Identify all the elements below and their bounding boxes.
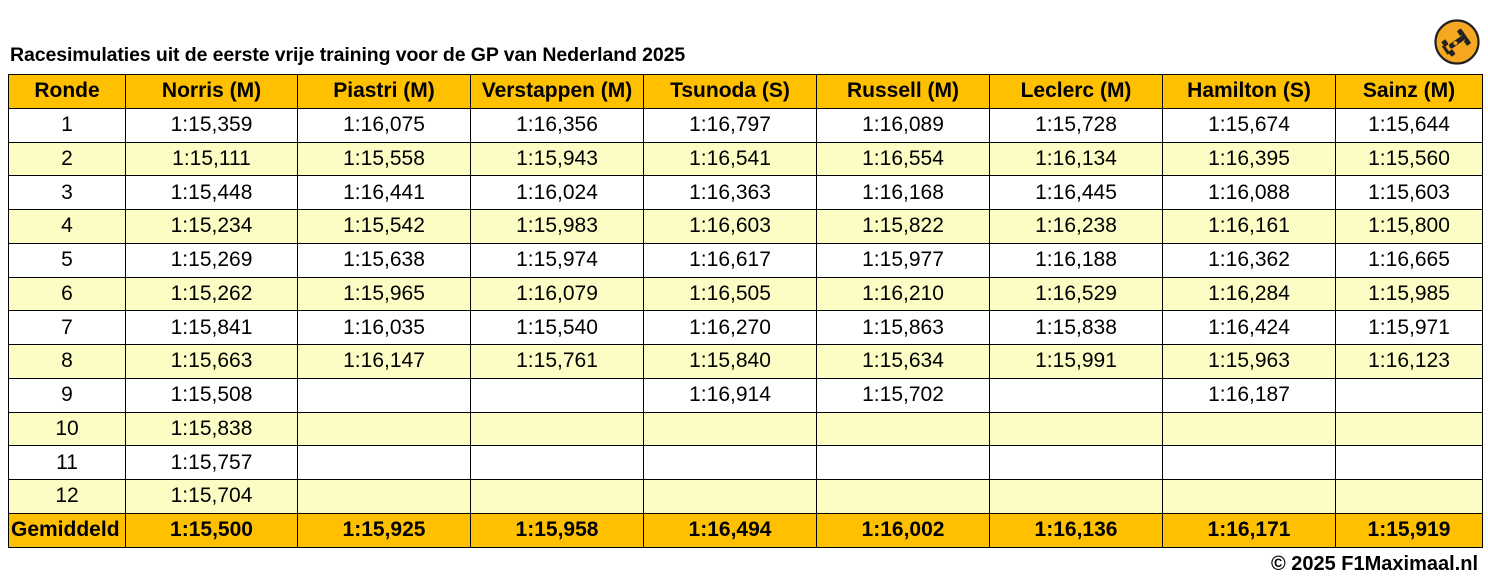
header-row [9, 75, 1483, 109]
lap-time-cell [298, 446, 471, 480]
lap-time-cell: 1:16,395 [1163, 142, 1336, 176]
lap-time-cell: 1:16,147 [298, 345, 471, 379]
header-cell-driver: Piastri (M) [298, 75, 471, 109]
lap-time-cell [298, 412, 471, 446]
lap-time-cell [1163, 480, 1336, 514]
lap-time-cell: 1:15,634 [817, 345, 990, 379]
lap-time-cell [471, 480, 644, 514]
lap-time-cell: 1:15,234 [126, 210, 298, 244]
average-cell: 1:16,171 [1163, 513, 1336, 547]
lap-time-cell: 1:15,800 [1336, 210, 1483, 244]
average-cell: 1:15,919 [1336, 513, 1483, 547]
round-cell: 10 [9, 412, 126, 446]
lap-time-cell [1336, 412, 1483, 446]
lap-time-cell: 1:16,024 [471, 176, 644, 210]
lap-time-cell: 1:16,424 [1163, 311, 1336, 345]
lap-time-cell: 1:15,965 [298, 277, 471, 311]
lap-time-cell: 1:16,088 [1163, 176, 1336, 210]
lap-time-cell: 1:16,541 [644, 142, 817, 176]
table-row [9, 311, 1483, 345]
lap-time-cell: 1:16,362 [1163, 243, 1336, 277]
lap-time-cell: 1:15,822 [817, 210, 990, 244]
lap-time-cell: 1:16,089 [817, 108, 990, 142]
lap-time-cell [990, 480, 1163, 514]
lap-time-cell: 1:16,168 [817, 176, 990, 210]
lap-time-cell: 1:15,838 [990, 311, 1163, 345]
round-cell: 8 [9, 345, 126, 379]
round-cell: 3 [9, 176, 126, 210]
average-cell: 1:16,136 [990, 513, 1163, 547]
table-row [9, 210, 1483, 244]
lap-time-cell: 1:16,161 [1163, 210, 1336, 244]
lap-time-cell: 1:15,977 [817, 243, 990, 277]
round-cell: 5 [9, 243, 126, 277]
lap-time-cell: 1:15,262 [126, 277, 298, 311]
lap-time-cell: 1:15,448 [126, 176, 298, 210]
lap-time-cell: 1:16,134 [990, 142, 1163, 176]
lap-time-cell: 1:16,123 [1336, 345, 1483, 379]
header-cell-driver: Verstappen (M) [471, 75, 644, 109]
lap-time-cell [644, 480, 817, 514]
header-cell-driver: Tsunoda (S) [644, 75, 817, 109]
lap-time-cell: 1:15,704 [126, 480, 298, 514]
average-cell: 1:16,494 [644, 513, 817, 547]
copyright-notice: © 2025 F1Maximaal.nl [1270, 553, 1478, 575]
lap-time-cell: 1:16,603 [644, 210, 817, 244]
average-row [9, 513, 1483, 547]
lap-time-cell [298, 480, 471, 514]
lap-time-cell: 1:16,356 [471, 108, 644, 142]
lap-time-cell: 1:16,284 [1163, 277, 1336, 311]
round-cell: 6 [9, 277, 126, 311]
lap-time-cell: 1:15,943 [471, 142, 644, 176]
table-row [9, 446, 1483, 480]
table-row [9, 243, 1483, 277]
lap-time-cell [1163, 446, 1336, 480]
header-cell-driver: Norris (M) [126, 75, 298, 109]
lap-time-cell: 1:15,985 [1336, 277, 1483, 311]
lap-time-cell: 1:16,210 [817, 277, 990, 311]
lap-time-cell [1163, 412, 1336, 446]
header-cell-driver: Sainz (M) [1336, 75, 1483, 109]
average-cell: 1:16,002 [817, 513, 990, 547]
lap-time-cell: 1:15,863 [817, 311, 990, 345]
header-cell-driver: Hamilton (S) [1163, 75, 1336, 109]
lap-time-cell [990, 446, 1163, 480]
lap-time-cell: 1:15,663 [126, 345, 298, 379]
lap-time-cell: 1:16,270 [644, 311, 817, 345]
lap-time-cell: 1:15,761 [471, 345, 644, 379]
round-cell: 12 [9, 480, 126, 514]
round-cell: 4 [9, 210, 126, 244]
lap-time-cell [990, 412, 1163, 446]
table-row [9, 345, 1483, 379]
lap-time-cell: 1:16,363 [644, 176, 817, 210]
lap-time-cell: 1:15,269 [126, 243, 298, 277]
lap-time-cell: 1:16,665 [1336, 243, 1483, 277]
table-footer [9, 513, 1483, 547]
lap-time-cell: 1:15,674 [1163, 108, 1336, 142]
lap-time-cell: 1:16,075 [298, 108, 471, 142]
table-row [9, 142, 1483, 176]
chart-title: Racesimulaties uit de eerste vrije training voor de GP van Nederland 2025 [10, 44, 686, 66]
lap-time-cell [817, 446, 990, 480]
lap-time-cell [1336, 446, 1483, 480]
table-row [9, 412, 1483, 446]
f1-car-icon [1434, 19, 1480, 65]
lap-time-cell: 1:15,838 [126, 412, 298, 446]
lap-time-cell: 1:16,188 [990, 243, 1163, 277]
lap-time-cell [471, 378, 644, 412]
round-cell: 9 [9, 378, 126, 412]
header-cell-driver: Leclerc (M) [990, 75, 1163, 109]
lap-time-cell: 1:15,971 [1336, 311, 1483, 345]
lap-time-cell: 1:16,797 [644, 108, 817, 142]
lap-time-cell: 1:15,508 [126, 378, 298, 412]
lap-time-cell: 1:15,540 [471, 311, 644, 345]
lap-time-cell: 1:15,638 [298, 243, 471, 277]
lap-time-cell: 1:15,542 [298, 210, 471, 244]
table-header [9, 75, 1483, 109]
lap-time-cell: 1:15,757 [126, 446, 298, 480]
lap-time-cell: 1:15,111 [126, 142, 298, 176]
lap-time-cell: 1:16,445 [990, 176, 1163, 210]
average-cell: 1:15,925 [298, 513, 471, 547]
lap-time-cell: 1:15,702 [817, 378, 990, 412]
lap-time-cell: 1:16,441 [298, 176, 471, 210]
lap-time-cell: 1:15,644 [1336, 108, 1483, 142]
lap-time-cell [644, 412, 817, 446]
lap-time-cell: 1:15,974 [471, 243, 644, 277]
lap-time-cell [644, 446, 817, 480]
lap-time-cell: 1:15,603 [1336, 176, 1483, 210]
lap-time-cell: 1:15,991 [990, 345, 1163, 379]
lap-time-cell [471, 446, 644, 480]
lap-time-cell: 1:16,914 [644, 378, 817, 412]
average-cell: 1:15,500 [126, 513, 298, 547]
lap-time-cell: 1:16,187 [1163, 378, 1336, 412]
lap-time-cell [1336, 378, 1483, 412]
lap-time-cell: 1:15,558 [298, 142, 471, 176]
lap-time-cell: 1:15,728 [990, 108, 1163, 142]
lap-time-cell: 1:16,554 [817, 142, 990, 176]
round-cell: 2 [9, 142, 126, 176]
lap-time-cell: 1:16,505 [644, 277, 817, 311]
lap-time-cell: 1:15,983 [471, 210, 644, 244]
table-row [9, 480, 1483, 514]
lap-time-cell: 1:15,359 [126, 108, 298, 142]
lap-time-cell: 1:16,529 [990, 277, 1163, 311]
lap-time-cell: 1:16,238 [990, 210, 1163, 244]
lap-time-cell: 1:15,840 [644, 345, 817, 379]
lap-time-cell [817, 480, 990, 514]
lap-time-cell: 1:16,617 [644, 243, 817, 277]
lap-time-cell [990, 378, 1163, 412]
table-row [9, 378, 1483, 412]
lap-time-cell [817, 412, 990, 446]
table-row [9, 176, 1483, 210]
lap-time-cell: 1:16,079 [471, 277, 644, 311]
lap-time-cell: 1:15,560 [1336, 142, 1483, 176]
table-row [9, 277, 1483, 311]
average-label: Gemiddeld [9, 513, 126, 547]
lap-time-cell: 1:15,841 [126, 311, 298, 345]
header-cell-round: Ronde [9, 75, 126, 109]
lap-time-cell [471, 412, 644, 446]
lap-time-cell: 1:16,035 [298, 311, 471, 345]
lap-times-table [8, 74, 1483, 548]
round-cell: 7 [9, 311, 126, 345]
header-cell-driver: Russell (M) [817, 75, 990, 109]
table-row [9, 108, 1483, 142]
lap-time-cell [298, 378, 471, 412]
lap-time-cell: 1:15,963 [1163, 345, 1336, 379]
average-cell: 1:15,958 [471, 513, 644, 547]
round-cell: 1 [9, 108, 126, 142]
table-body [9, 108, 1483, 513]
lap-time-cell [1336, 480, 1483, 514]
round-cell: 11 [9, 446, 126, 480]
